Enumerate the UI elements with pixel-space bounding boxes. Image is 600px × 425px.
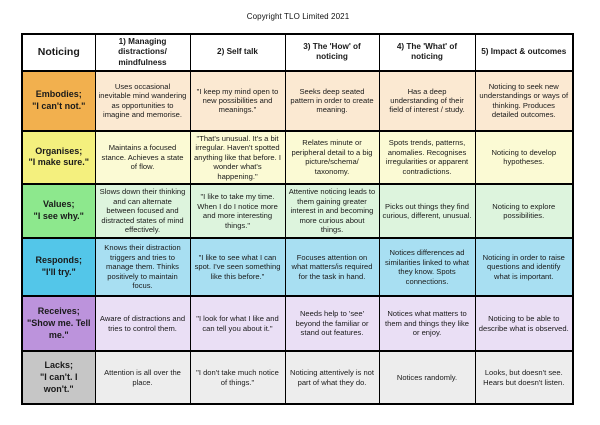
table-cell: Spots trends, patterns, anomalies. Recognises irregularities or apparent contradictions. (379, 131, 475, 184)
column-header-what-of-noticing: 4) The 'What' of noticing (379, 34, 475, 71)
table-row-responds (22, 238, 573, 296)
table-cell: "I like to take my time. When I do I notice more and more interesting things." (190, 184, 285, 238)
column-header-how-of-noticing: 3) The 'How' of noticing (285, 34, 379, 71)
table-cell: "I look for what I like and can tell you about it." (190, 296, 285, 351)
row-header-responds (22, 238, 95, 296)
table-cell: Noticing to develop hypotheses. (475, 131, 573, 184)
row-header-values (22, 184, 95, 238)
row-header-organises (22, 131, 95, 184)
copyright-text: Copyright TLO Limited 2021 (246, 12, 350, 21)
table-cell: Noticing to explore possibilities. (475, 184, 573, 238)
table-row-values (22, 184, 573, 238)
table-cell: Attentive noticing leads to them gaining greater interest in and becoming more curious about things. (285, 184, 379, 238)
row-label: Embodies; (35, 89, 82, 100)
table-row-receives (22, 296, 573, 351)
table-cell: Seeks deep seated pattern in order to create meaning. (285, 71, 379, 131)
table-cell: Noticing attentively is not part of what they do. (285, 351, 379, 404)
row-label: Organises; (35, 145, 83, 156)
row-label: Values; (42, 199, 75, 210)
table-cell: Picks out things they find curious, different, unusual. (379, 184, 475, 238)
table-cell: Notices what matters to them and things they like or enjoy. (379, 296, 475, 351)
table-cell: "That's unusual. It's a bit irregular. Haven't spotted anything like that before. I wonder what's happening." (190, 131, 285, 184)
row-header-embodies (22, 71, 95, 131)
table-cell: Noticing to be able to describe what is observed. (475, 296, 573, 351)
column-header-impact-outcomes: 5) Impact & outcomes (475, 34, 573, 71)
row-quote: "I can't not." (32, 100, 86, 111)
table-cell: "I like to see what I can spot. I've seen something like this before." (190, 238, 285, 296)
table-cell: Attention is all over the place. (95, 351, 190, 404)
table-cell: Has a deep understanding of their field of interest / study. (379, 71, 475, 131)
table-cell: Looks, but doesn't see. Hears but doesn't listen. (475, 351, 573, 404)
row-label: Responds; (35, 255, 82, 266)
row-header-receives (22, 296, 95, 351)
table-cell: Slows down their thinking and can alternate between focused and distracted states of mind effectively. (95, 184, 190, 238)
table-cell: Notices randomly. (379, 351, 475, 404)
table-row-lacks (22, 351, 573, 404)
row-quote: "Show me. Tell me." (26, 317, 91, 340)
noticing-table (21, 33, 574, 405)
column-header-self-talk: 2) Self talk (190, 34, 285, 71)
row-quote: "I make sure." (28, 157, 90, 168)
table-cell: Noticing to seek new understandings or ways of thinking. Produces detailed outcomes. (475, 71, 573, 131)
row-quote: "I see why." (33, 211, 84, 222)
table-cell: Focuses attention on what matters/is required for the task in hand. (285, 238, 379, 296)
table-cell: Relates minute or peripheral detail to a big picture/schema/ taxonomy. (285, 131, 379, 184)
table-cell: Needs help to 'see' beyond the familiar or stand out features. (285, 296, 379, 351)
table-cell: Noticing in order to raise questions and identify what is important. (475, 238, 573, 296)
table-cell: Aware of distractions and tries to control them. (95, 296, 190, 351)
table-row-embodies (22, 71, 573, 131)
table-cell: Knows their distraction triggers and tries to manage them. Thinks positively to maintain focus. (95, 238, 190, 296)
table-cell: Maintains a focused stance. Achieves a state of flow. (95, 131, 190, 184)
header-row (22, 34, 573, 71)
table-cell: Uses occasional inevitable mind wandering as opportunities to imagine and memorise. (95, 71, 190, 131)
row-quote: "I can't. I won't." (40, 371, 78, 394)
table-cell: "I don't take much notice of things." (190, 351, 285, 404)
row-header-lacks (22, 351, 95, 404)
table-cell: "I keep my mind open to new possibilities and meanings." (190, 71, 285, 131)
column-header-managing-distractions: 1) Managing distractions/ mindfulness (95, 34, 190, 71)
table-cell: Notices differences ad similarities linked to what they know. Spots connections. (379, 238, 475, 296)
row-label: Lacks; (44, 360, 74, 371)
row-label: Receives; (37, 306, 80, 317)
table-row-organises (22, 131, 573, 184)
row-quote: "I'll try." (41, 267, 76, 278)
column-header-noticing: Noticing (22, 34, 95, 71)
